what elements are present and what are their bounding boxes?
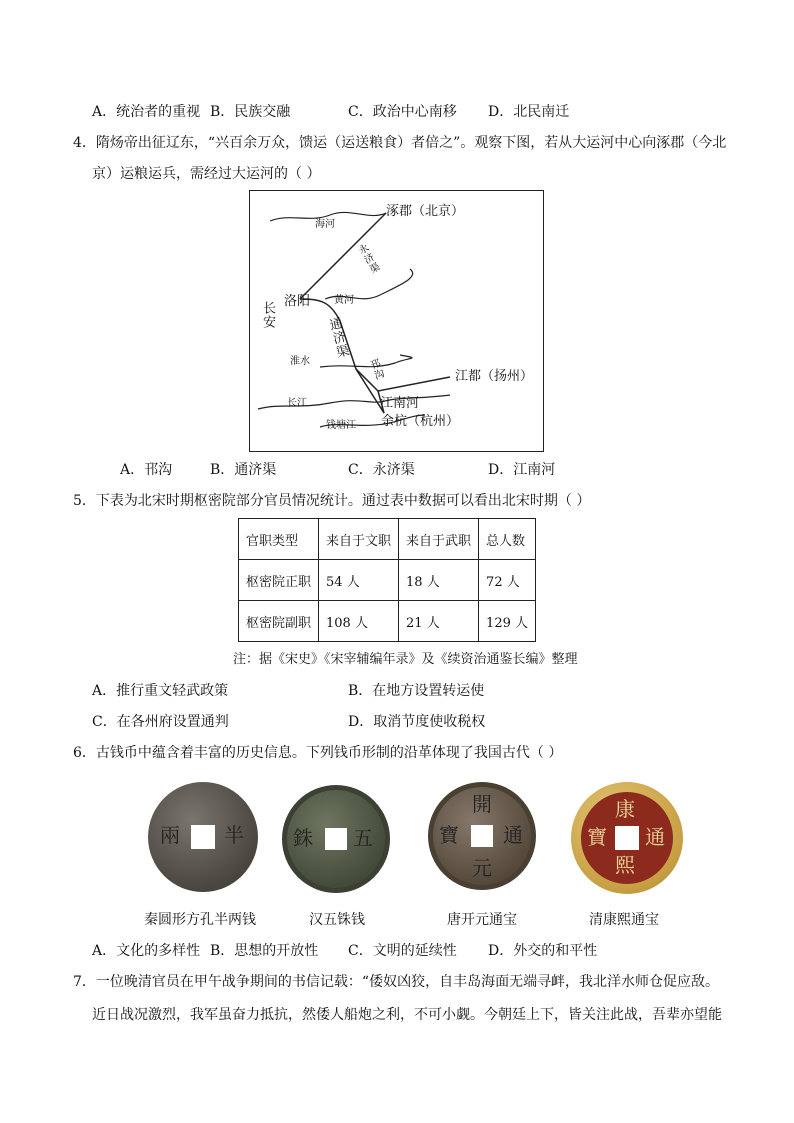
q4-option-d: D．江南河	[488, 462, 556, 478]
q3-option-d: D．北民南迁	[488, 104, 570, 120]
table-row	[239, 560, 536, 601]
map-label-qiantangjiang: 钱塘江	[326, 420, 356, 431]
table-header-row	[239, 519, 536, 560]
q7-stem-line1: 7．一位晚清官员在甲午战争期间的书信记载：“倭奴凶狡，自丰岛海面无端寻衅，我北洋水师仓促应敌。	[73, 974, 720, 990]
table-note: 注：据《宋史》《宋宰辅编年录》及《续资治通鉴长编》整理	[233, 652, 578, 667]
map-label-tongjiqu: 通济渠	[325, 315, 350, 361]
officials-table	[238, 518, 536, 642]
q3-option-c: C．政治中心南移	[348, 104, 457, 120]
table-cell: 108 人	[319, 601, 399, 642]
map-label-jiangnanhe: 江南河	[380, 396, 420, 411]
q5-option-c: C．在各州府设置通判	[92, 714, 229, 730]
q6-option-d: D．外交的和平性	[488, 943, 598, 959]
q5-option-d: D．取消节度使收税权	[348, 714, 486, 730]
table-header-cell: 官职类型	[239, 519, 319, 560]
coin-caption-qing: 清康熙通宝	[589, 912, 659, 928]
table-header-cell: 来自于武职	[399, 519, 479, 560]
q5-option-a: A．推行重文轻武政策	[92, 683, 229, 699]
q4-stem-line2: 京）运粮运兵，需经过大运河的（ ）	[92, 166, 321, 182]
q3-option-a: A．统治者的重视	[92, 104, 201, 120]
table-header-cell: 总人数	[479, 519, 536, 560]
q4-stem-line1: 4．隋炀帝出征辽东，“兴百余万众，馈运（运送粮食）者倍之”。观察下图，若从大运河中心向涿郡（今北	[73, 135, 727, 151]
q6-option-c: C．文明的延续性	[348, 943, 457, 959]
q5-stem: 5．下表为北宋时期枢密院部分官员情况统计。通过表中数据可以看出北宋时期（ ）	[73, 493, 591, 509]
map-label-huanghe: 黄河	[334, 295, 354, 306]
q5-option-b: B．在地方设置转运使	[348, 683, 485, 699]
q4-option-a: A．邗沟	[120, 462, 173, 478]
q7-stem-line2: 近日战况激烈，我军虽奋力抵抗，然倭人船炮之利，不可小觑。今朝廷上下，皆关注此战，吾辈亦望能	[92, 1007, 722, 1023]
map-label-haihe: 海河	[315, 219, 335, 230]
map-label-hangou: 邗沟	[366, 357, 385, 383]
coin-caption-tang: 唐开元通宝	[447, 912, 517, 928]
map-label-zhuojun: 涿郡（北京）	[386, 204, 465, 219]
q6-stem: 6．古钱币中蕴含着丰富的历史信息。下列钱币形制的沿革体现了我国古代（ ）	[73, 745, 563, 761]
q4-option-b: B．通济渠	[210, 462, 277, 478]
map-label-jiangdu: 江都（扬州）	[455, 369, 534, 384]
q4-option-c: C．永济渠	[348, 462, 415, 478]
table-cell: 129 人	[479, 601, 536, 642]
q6-option-a: A．文化的多样性	[92, 943, 201, 959]
map-label-changjiang: 长江	[287, 398, 307, 409]
map-label-luoyang: 洛阳	[284, 294, 311, 309]
table-cell: 枢密院副职	[239, 601, 319, 642]
qing-kangxi-coin-image: 康 熙 寶 通	[571, 782, 683, 894]
table-cell: 72 人	[479, 560, 536, 601]
tang-kaiyuan-coin-image: 開 元 寶 通	[428, 782, 536, 890]
q3-option-b: B．民族交融	[210, 104, 291, 120]
q6-option-b: B．思想的开放性	[210, 943, 319, 959]
grand-canal-map	[249, 190, 544, 452]
table-cell: 18 人	[399, 560, 479, 601]
canal-lines	[250, 191, 543, 451]
table-cell: 枢密院正职	[239, 560, 319, 601]
table-cell: 21 人	[399, 601, 479, 642]
coin-caption-qin: 秦圆形方孔半两钱	[144, 912, 256, 928]
table-cell: 54 人	[319, 560, 399, 601]
map-label-yuhang: 余杭（杭州）	[381, 414, 460, 429]
table-row	[239, 601, 536, 642]
map-label-yongjiqu: 永济渠	[354, 242, 381, 277]
coin-caption-han: 汉五铢钱	[309, 912, 365, 928]
table-header-cell: 来自于文职	[319, 519, 399, 560]
han-wuzhu-coin-image: 銖 五	[282, 785, 390, 893]
map-label-changan: 长安	[260, 301, 275, 329]
map-label-huaishui: 淮水	[290, 356, 310, 367]
jiangdu-line	[378, 377, 450, 391]
qin-banliang-coin-image: 兩 半	[148, 782, 258, 892]
